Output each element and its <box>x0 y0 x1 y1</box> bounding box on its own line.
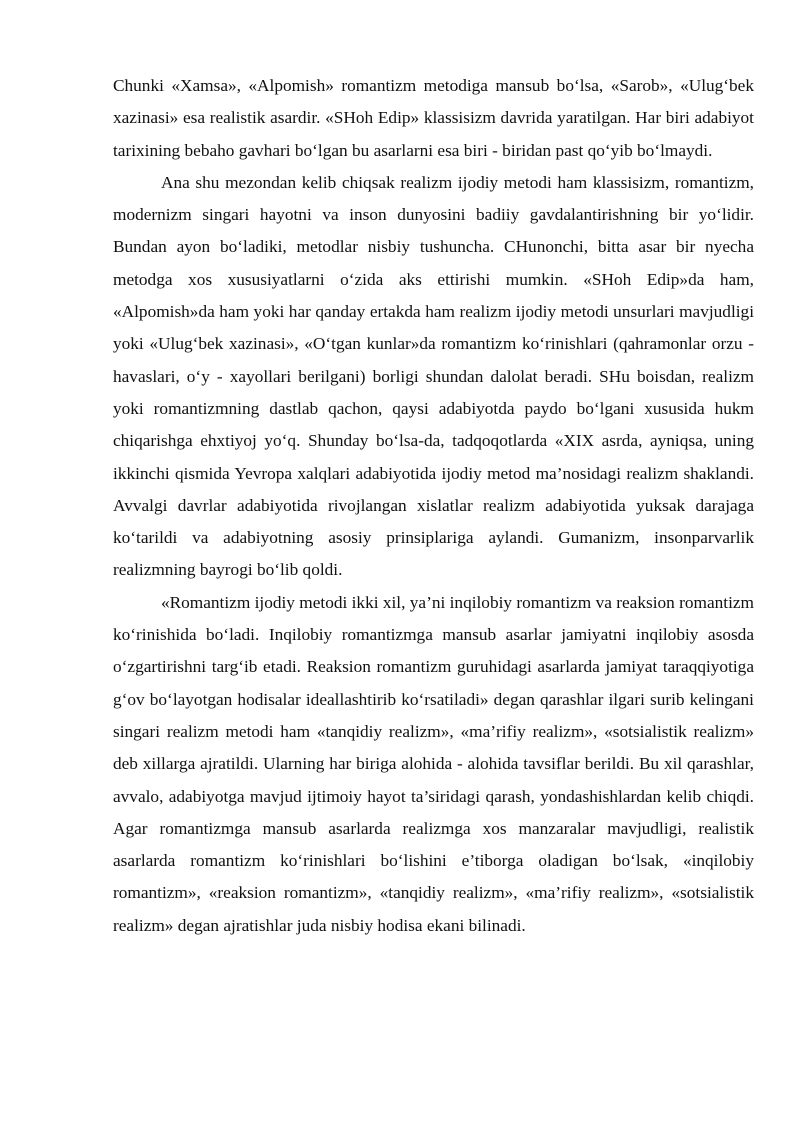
document-page <box>113 70 754 942</box>
paragraph-3: «Romantizm ijodiy metodi ikki xil, ya’ni inqilobiy romantizm va reaksion romantizm ko‘rinishida bo‘ladi. Inqilobiy romantizmga mansub asarlar jamiyatni inqilobiy asosda o‘zgartirishni targ‘ib etadi. Reaksion romantizm guruhidagi asarlarda jamiyat taraqqiyotiga g‘ov bo‘layotgan hodisalar ideallashtirib ko‘rsatiladi» degan qarashlar ilgari surib kelingani singari realizm metodi ham «tanqidiy realizm», «ma’rifiy realizm», «sotsialistik realizm» deb xillarga ajratildi. Ularning har biriga alohida - alohida tavsiflar berildi. Bu xil qarashlar, avvalo, adabiyotga mavjud ijtimoiy hayot ta’siridagi qarash, yondashishlardan kelib chiqdi. Agar romantizmga mansub asarlarda realizmga xos manzaralar mavjudligi, realistik asarlarda romantizm ko‘rinishlari bo‘lishini e’tiborga oladigan bo‘lsak, «inqilobiy romantizm», «reaksion romantizm», «tanqidiy realizm», «ma’rifiy realizm», «sotsialistik realizm» degan ajratishlar juda nisbiy hodisa ekani bilinadi. <box>113 592 754 935</box>
paragraph-2: Ana shu mezondan kelib chiqsak realizm ijodiy metodi ham klassisizm, romantizm, modernizm singari hayotni va inson dunyosini badiiy gavdalantirishning bir yo‘lidir. Bundan ayon bo‘ladiki, metodlar nisbiy tushuncha. CHunonchi, bitta asar bir nyecha metodga xos xususiyatlarni o‘zida aks ettirishi mumkin. «SHoh Edip»da ham, «Alpomish»da ham yoki har qanday ertakda ham realizm ijodiy metodi unsurlari mavjudligi yoki «Ulug‘bek xazinasi», «O‘tgan kunlar»da romantizm ko‘rinishlari (qahramonlar orzu - havaslari, o‘y - xayollari berilgani) borligi shundan dalolat beradi. SHu boisdan, realizm yoki romantizmning dastlab qachon, qaysi adabiyotda paydo bo‘lgani xususida hukm chiqarishga ehxtiyoj yo‘q. Shunday bo‘lsa-da, tadqoqotlarda «XIX asrda, ayniqsa, uning ikkinchi qismida Yevropa xalqlari adabiyotida ijodiy metod ma’nosidagi realizm shaklandi. Avvalgi davrlar adabiyotida rivojlangan xislatlar realizm adabiyotida yuksak darajaga ko‘tarildi va adabiyotning asosiy prinsiplariga aylandi. Gumanizm, insonparvarlik realizmning bayrogi bo‘lib qoldi. <box>113 172 754 580</box>
paragraph-1: Chunki «Xamsa», «Alpomish» romantizm metodiga mansub bo‘lsa, «Sarob», «Ulug‘bek xazinasi» esa realistik asardir. «SHoh Edip» klassisizm davrida yaratilgan. Har biri adabiyot tarixining bebaho gavhari bo‘lgan bu asarlarni esa biri - biridan past qo‘yib bo‘lmaydi. <box>113 76 754 160</box>
